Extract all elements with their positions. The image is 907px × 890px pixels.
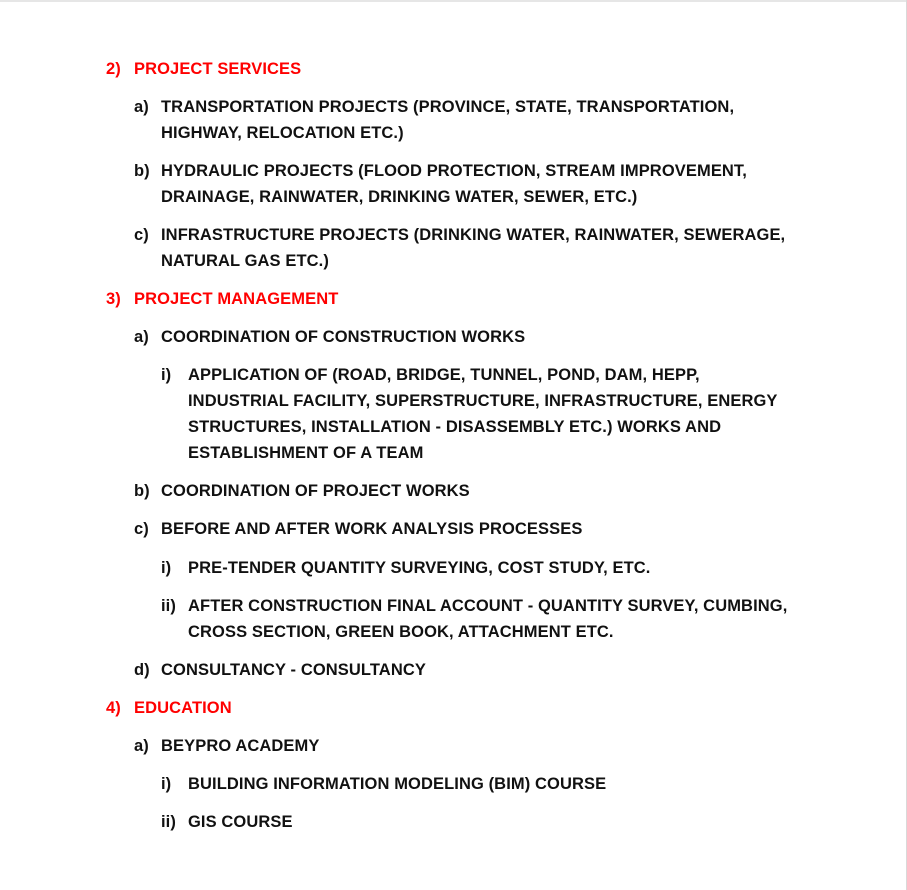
list-item [134,733,799,759]
item-letter: a) [134,737,149,755]
item-text: GIS COURSE [188,813,293,831]
item-roman: i) [161,559,172,577]
item-letter: c) [134,520,149,538]
section-number: 2) [106,60,121,78]
list-item [134,657,799,683]
sub-list-item [161,362,801,466]
item-text: HYDRAULIC PROJECTS (FLOOD PROTECTION, STREAM IMPROVEMENT, DRAINAGE, RAINWATER, DRINKING WATER, SEWER, ETC.) [161,162,747,206]
sub-list-item [161,593,801,645]
section-heading-project-management [106,286,338,312]
item-letter: a) [134,328,149,346]
item-letter: d) [134,661,150,679]
item-text: COORDINATION OF CONSTRUCTION WORKS [161,328,526,346]
list-item [134,158,799,210]
item-letter: c) [134,226,149,244]
sub-list-item [161,771,801,797]
item-text: AFTER CONSTRUCTION FINAL ACCOUNT - QUANTITY SURVEY, CUMBING, CROSS SECTION, GREEN BOOK, ATTACHMENT ETC. [188,597,788,641]
item-text: CONSULTANCY - CONSULTANCY [161,661,426,679]
item-text: BEFORE AND AFTER WORK ANALYSIS PROCESSES [161,520,583,538]
list-item [134,94,799,146]
item-text: COORDINATION OF PROJECT WORKS [161,482,470,500]
item-text: APPLICATION OF (ROAD, BRIDGE, TUNNEL, POND, DAM, HEPP, INDUSTRIAL FACILITY, SUPERSTRUCTURE, INFRASTRUCTURE, ENERGY STRUCTURES, INSTALLATION - DISASSEMBLY ETC.) WORKS AND ESTABLISHMENT OF A TEAM [188,366,778,462]
list-item [134,324,799,350]
section-title: PROJECT MANAGEMENT [134,290,339,308]
section-title: EDUCATION [134,699,232,717]
item-text: PRE-TENDER QUANTITY SURVEYING, COST STUDY, ETC. [188,559,651,577]
item-text: BEYPRO ACADEMY [161,737,320,755]
list-item [134,516,799,542]
section-heading-education [106,695,232,721]
item-text: BUILDING INFORMATION MODELING (BIM) COURSE [188,775,607,793]
item-roman: ii) [161,597,176,615]
item-text: TRANSPORTATION PROJECTS (PROVINCE, STATE, TRANSPORTATION, HIGHWAY, RELOCATION ETC.) [161,98,735,142]
item-letter: b) [134,162,150,180]
sub-list-item [161,809,801,835]
section-number: 3) [106,290,121,308]
item-roman: ii) [161,813,176,831]
item-roman: i) [161,366,172,384]
item-roman: i) [161,775,172,793]
list-item [134,478,799,504]
section-number: 4) [106,699,121,717]
item-letter: b) [134,482,150,500]
section-heading-project-services [106,56,301,82]
list-item [134,222,799,274]
item-letter: a) [134,98,149,116]
section-title: PROJECT SERVICES [134,60,302,78]
sub-list-item [161,555,801,581]
item-text: INFRASTRUCTURE PROJECTS (DRINKING WATER, RAINWATER, SEWERAGE, NATURAL GAS ETC.) [161,226,786,270]
